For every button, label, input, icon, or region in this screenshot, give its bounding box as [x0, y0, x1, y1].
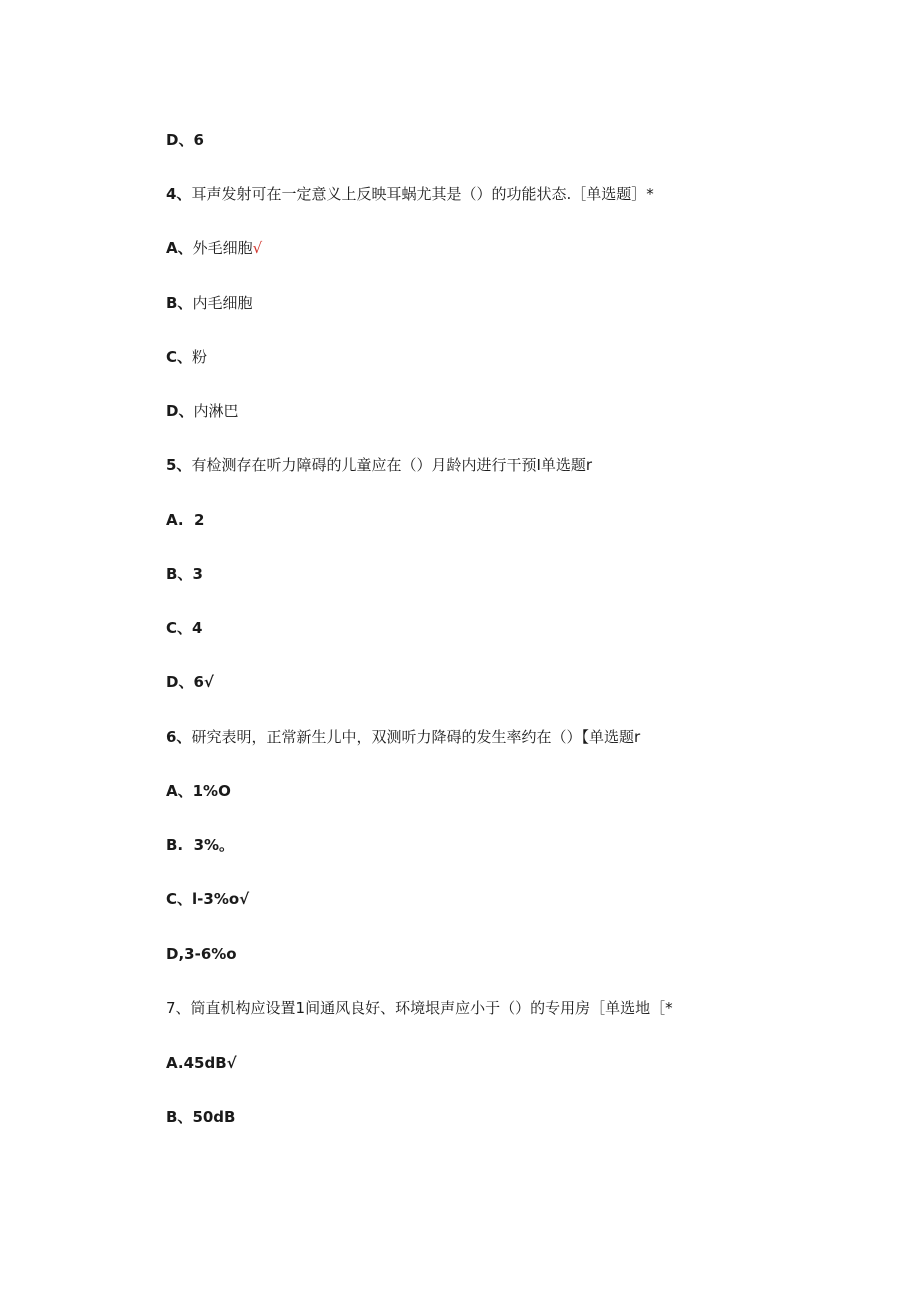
question-number: 4、: [166, 185, 192, 203]
option-lead: A.: [166, 511, 184, 529]
option-lead: D,: [166, 945, 185, 963]
question-line: [166, 725, 640, 749]
option-lead: D、: [166, 673, 194, 691]
question-text: 筒直机构应设置1间通风良好、环境垠声应小于（）的专用房［单选地［*: [190, 999, 673, 1017]
option-line: [166, 616, 202, 640]
question-number: 7、: [166, 999, 191, 1017]
option-text: 3: [192, 565, 203, 583]
option-lead: C、: [166, 619, 193, 637]
option-lead: B、: [166, 565, 193, 583]
option-line: [166, 345, 207, 369]
question-number: 6、: [166, 728, 192, 746]
option-line: [166, 128, 204, 152]
option-line: [166, 399, 238, 423]
option-lead: A、: [166, 239, 193, 257]
question-line: [166, 453, 592, 477]
option-lead: D、: [166, 131, 194, 149]
option-text: 50dB: [192, 1108, 236, 1126]
option-text: 内淋巴: [193, 402, 239, 420]
option-line: [166, 887, 249, 911]
option-line: [166, 291, 252, 315]
option-line: [166, 670, 214, 694]
option-text: 2: [183, 511, 205, 529]
question-text: 有检测存在听力障碍的儿童应在（）月龄内进行干预I单选题r: [191, 456, 593, 474]
option-line: [166, 779, 231, 803]
option-lead: D、: [166, 402, 194, 420]
option-line: [166, 1051, 237, 1075]
option-text: 6: [193, 131, 204, 149]
option-line: [166, 236, 262, 260]
option-text: 6√: [193, 673, 214, 691]
option-text: 外毛细胞: [192, 239, 253, 257]
question-line: [166, 182, 654, 206]
option-lead: B、: [166, 294, 193, 312]
option-text: 4: [192, 619, 203, 637]
option-text: 3%。: [183, 836, 235, 854]
option-lead: B.: [166, 836, 184, 854]
option-text: 粉: [192, 348, 208, 366]
option-lead: C、: [166, 890, 193, 908]
option-text: 3-6%o: [184, 945, 237, 963]
option-text: 内毛细胞: [192, 294, 253, 312]
option-line: [166, 562, 203, 586]
option-lead: A.: [166, 1054, 184, 1072]
check-mark-icon: √: [252, 239, 263, 257]
question-text: 耳声发射可在一定意义上反映耳蜗尤其是（）的功能状态.［单选题］*: [191, 185, 654, 203]
option-lead: B、: [166, 1108, 193, 1126]
option-text: 1%O: [192, 782, 231, 800]
question-text: 研究表明，正常新生儿中，双测听力降碍的发生率约在（）【单选题r: [191, 728, 641, 746]
question-line: [166, 996, 673, 1020]
question-number: 5、: [166, 456, 192, 474]
option-lead: A、: [166, 782, 193, 800]
option-line: [166, 1105, 235, 1129]
option-line: [166, 833, 234, 857]
option-lead: C、: [166, 348, 193, 366]
option-text: 45dB√: [183, 1054, 237, 1072]
option-text: l-3%o√: [192, 890, 250, 908]
option-line: [166, 508, 204, 532]
option-line: [166, 942, 237, 966]
